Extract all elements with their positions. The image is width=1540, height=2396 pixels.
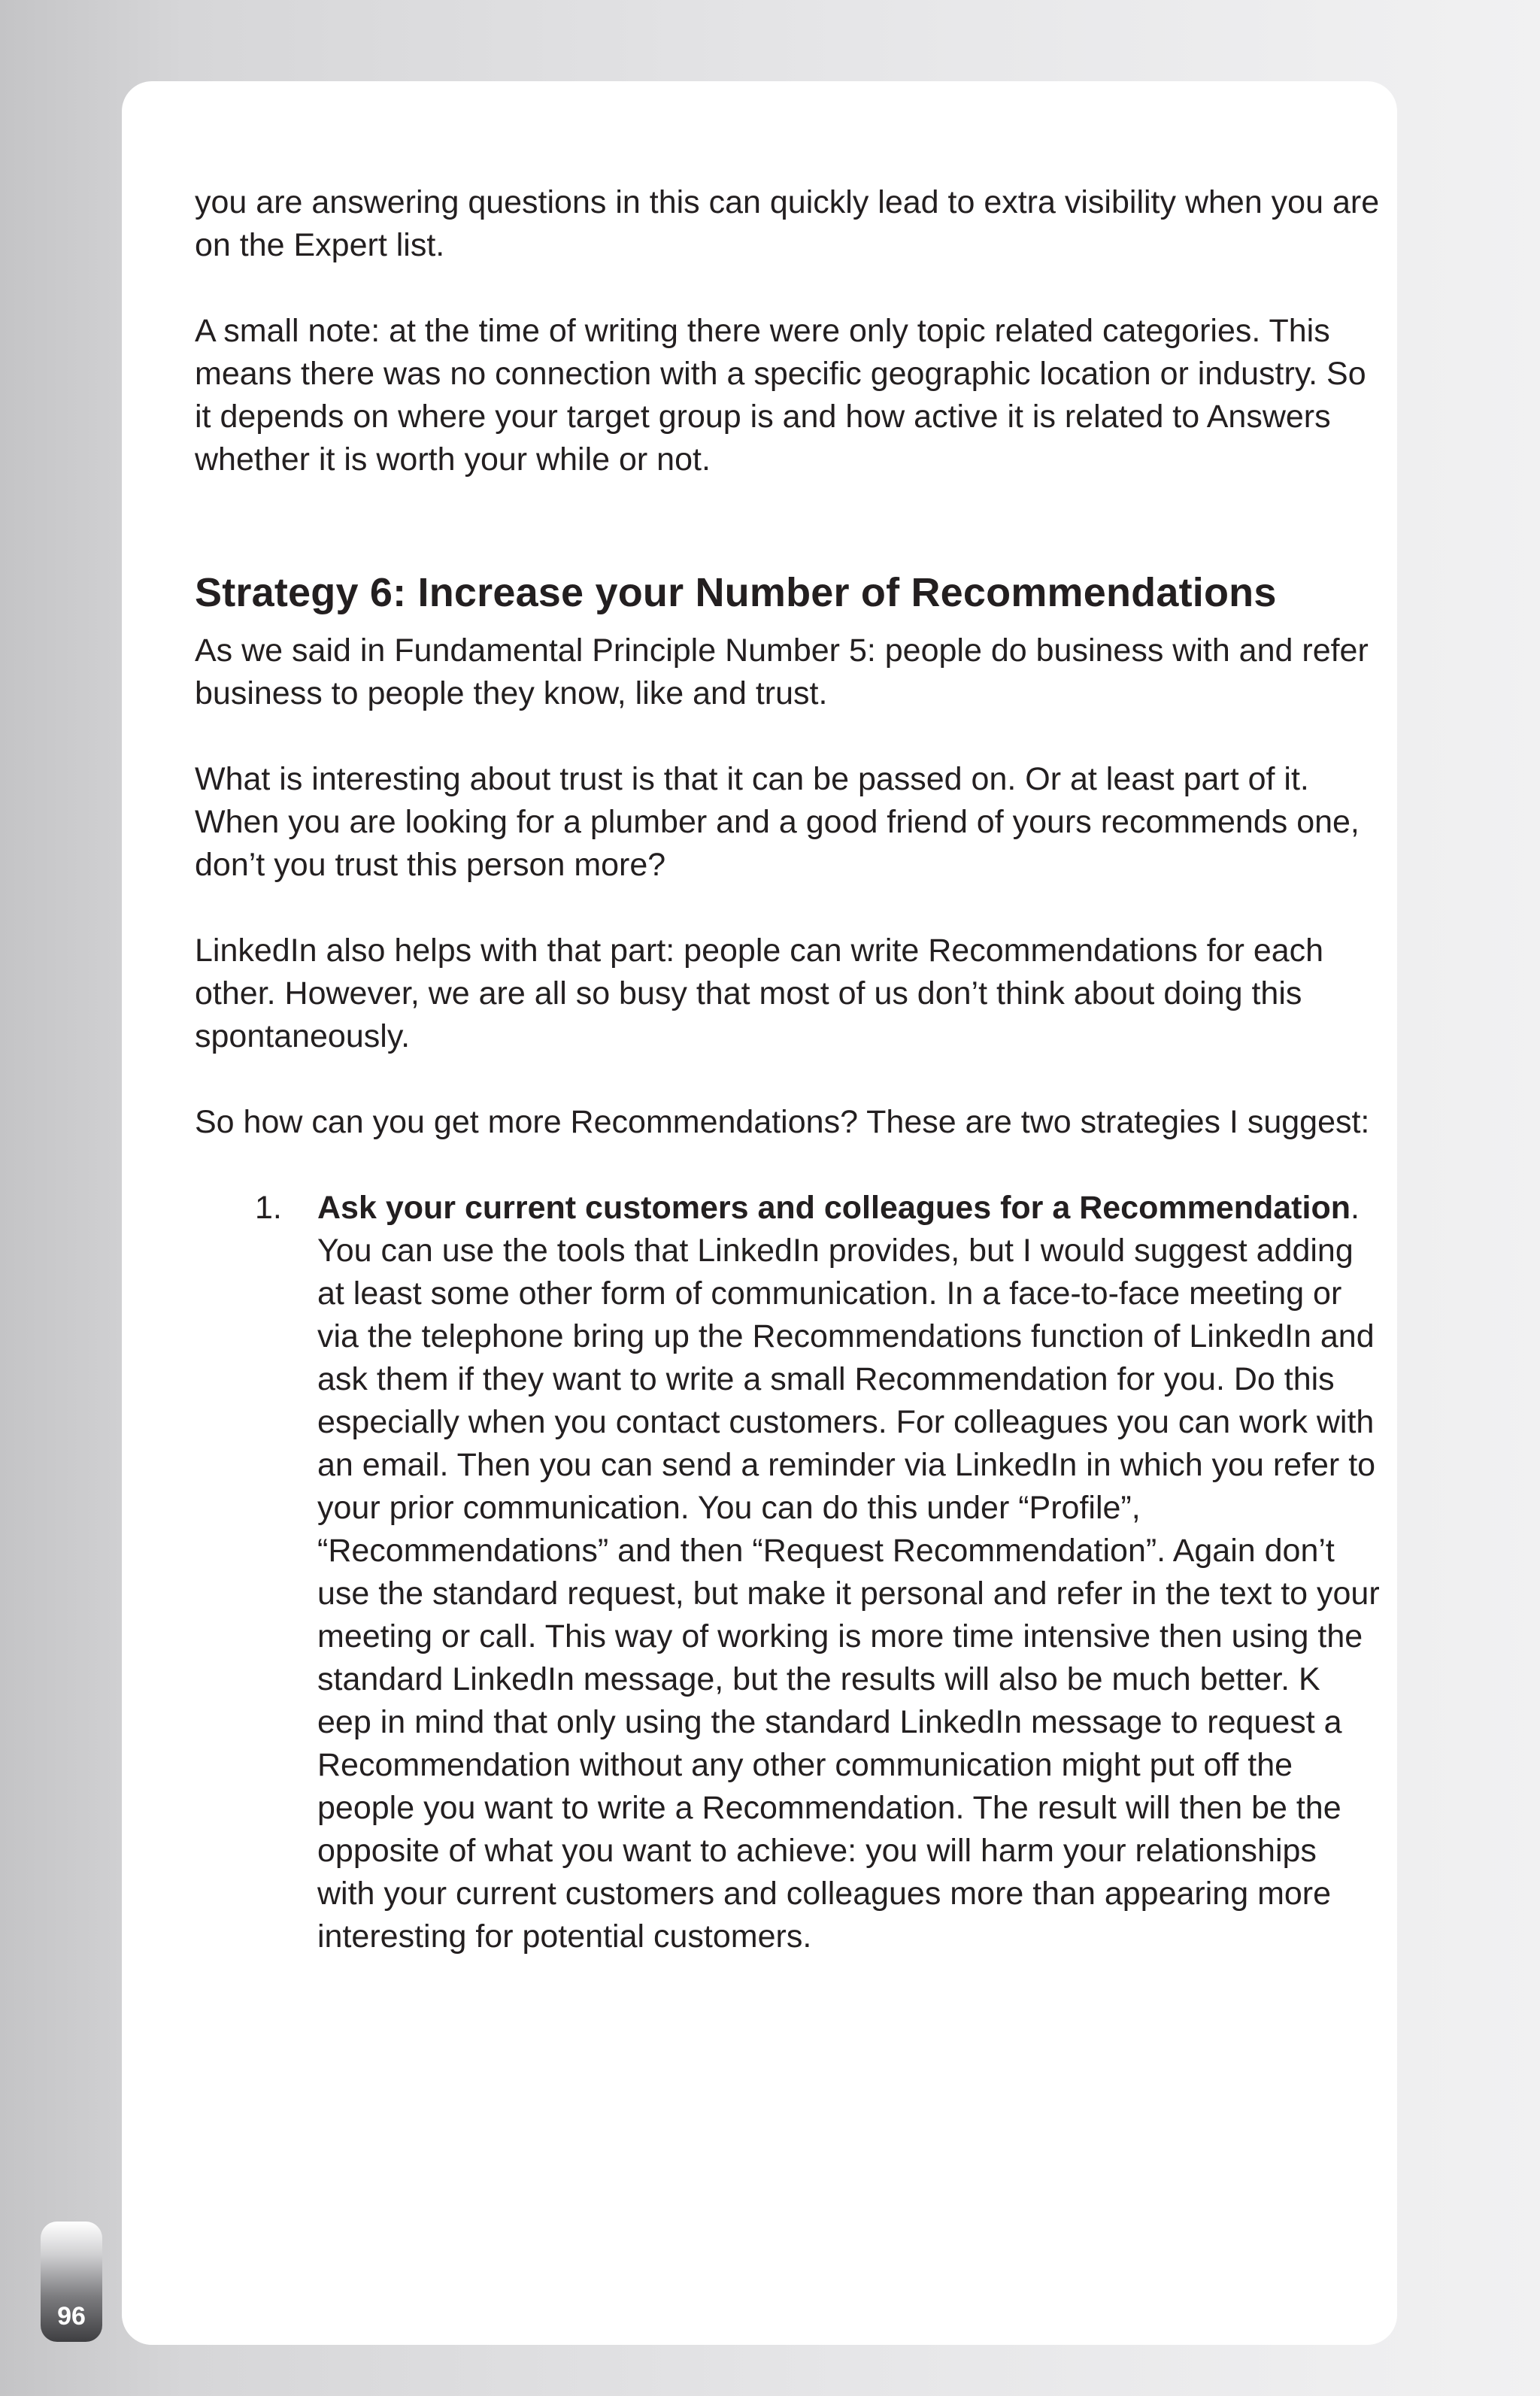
paragraph-expert-list: you are answering questions in this can quickly lead to extra visibility when you are on the Expert list.: [195, 184, 1380, 263]
paragraph-trust: What is interesting about trust is that it can be passed on. Or at least part of it. When you are looking for a plumber and a good friend of yours recommends one, don’t you trust this person more?: [195, 761, 1360, 883]
page-content: [195, 181, 1383, 1958]
page-number: 96: [57, 2302, 86, 2331]
paragraph-fundamental-principle: As we said in Fundamental Principle Number 5: people do business with and refer business to people they know, like and trust.: [195, 632, 1369, 711]
paragraph-strategies-intro: So how can you get more Recommendations? These are two strategies I suggest:: [195, 1104, 1370, 1140]
section-heading: Strategy 6: Increase your Number of Recommendations: [195, 570, 1277, 615]
page-number-tab: [41, 2222, 102, 2342]
list-item-body: . You can use the tools that LinkedIn provides, but I would suggest adding at least some other form of communication. In a face-to-face meeting or via the telephone bring up the Recommendations function of LinkedIn and ask them if they want to write a small Recommendation for you. Do this especially when you contact customers. For colleagues you can work with an email. Then you can send a reminder via LinkedIn in which you refer to your prior communication. You can do this under “Profile”, “Recommendations” and then “Request Recommendation”. Again don’t use the standard request, but make it personal and refer in the text to your meeting or call. This way of working is more time intensive then using the standard LinkedIn message, but the results will also be much better. K eep in mind that only using the standard LinkedIn message to request a Recommendation without any other communication might put off the people you want to write a Recommendation. The result will then be the opposite of what you want to achieve: you will harm your relationships with your current customers and colleagues more than appearing more interesting for potential customers.: [317, 1190, 1380, 1955]
list-item-number: 1.: [255, 1190, 282, 1226]
list-item: [255, 1187, 1383, 1958]
strategy-list: [195, 1187, 1383, 1958]
paragraph-small-note: A small note: at the time of writing there were only topic related categories. This means there was no connection with a specific geographic location or industry. So it depends on where your target group is and how active it is related to Answers whether it is worth your while or not.: [195, 313, 1366, 478]
paragraph-linkedin-helps: LinkedIn also helps with that part: people can write Recommendations for each other. However, we are all so busy that most of us don’t think about doing this spontaneously.: [195, 933, 1324, 1054]
list-item-bold-lead: Ask your current customers and colleagues for a Recommendation: [317, 1190, 1351, 1226]
list-item-text: [317, 1187, 1383, 1958]
